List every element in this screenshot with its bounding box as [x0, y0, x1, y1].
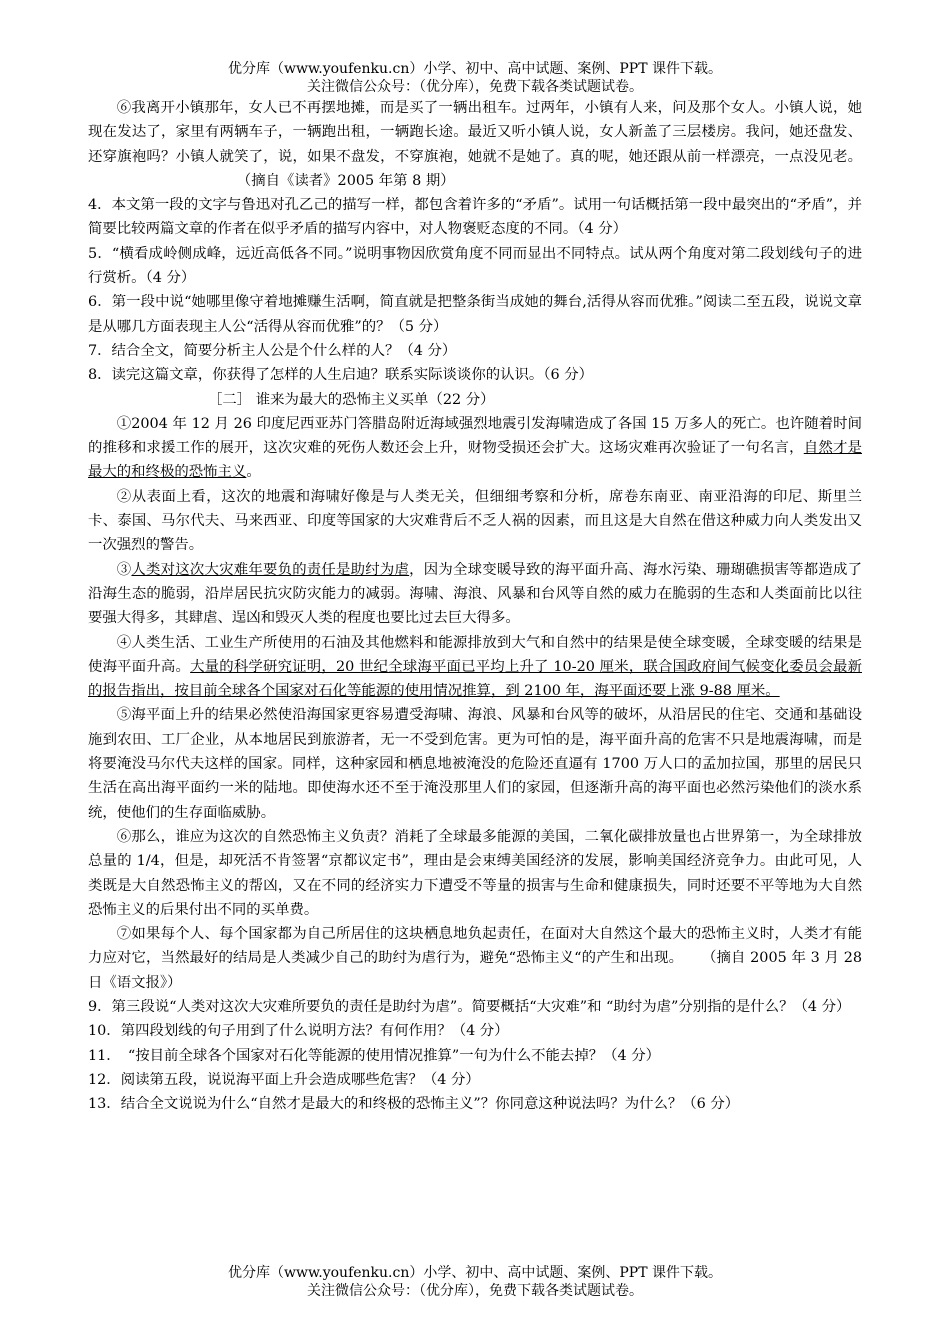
- question-5: 5．“横看成岭侧成峰，远近高低各不同。”说明事物因欣赏角度不同而显出不同特点。试从两个角度对第二段划线句子的进行赏析。（4 分）: [88, 245, 862, 287]
- question-8: 8．读完这篇文章，你获得了怎样的人生启迪？联系实际谈谈你的认识。（6 分）: [88, 367, 593, 384]
- page-header: [88, 60, 862, 96]
- passage2-paragraph-1: [88, 412, 862, 485]
- passage2-paragraph-3: [88, 558, 862, 631]
- footer-line-2: 关注微信公众号：（优分库），免费下载各类试题试卷。: [307, 1283, 643, 1299]
- question-10: 10．第四段划线的句子用到了什么说明方法？有何作用？（4 分）: [88, 1023, 509, 1040]
- passage2-source: （摘自 2005 年 3 月 28 日《语文报》）: [88, 950, 863, 991]
- p4-underlined: 大量的科学研究证明，20 世纪全球海平面已平均上升了 10-20 厘米，联合国政府间气候变化委员会最新的报告指出，按目前全球各个国家对石化等能源的使用情况推算，到 2100 年，海平面还要上涨 9-88 厘米。: [88, 658, 862, 700]
- p1-underlined: 自然才是最大的和终极的恐怖主义: [88, 440, 862, 481]
- document-page: [88, 60, 862, 1116]
- passage1-source: （摘自《读者》2005 年第 8 期）: [236, 172, 455, 189]
- header-line-2: 关注微信公众号：（优分库），免费下载各类试题试卷。: [307, 79, 643, 95]
- p1-text-b: 。: [246, 464, 261, 481]
- p3-underlined: 人类对这次大灾难年要负的责任是助纣为虐: [131, 561, 410, 578]
- passage1-para6-text: ⑥我离开小镇那年，女人已不再摆地摊，而是买了一辆出租车。过两年，小镇有人来，问及那个女人。小镇人说，她现在发达了，家里有两辆车子，一辆跑出租，一辆跑长途。最近又听小镇人说，女人新盖了三层楼房。我问，她还盘发、还穿旗袍吗？小镇人就笑了，说，如果不盘发，不穿旗袍，她就不是她了。真的呢，她还跟从前一样漂亮，一点没见老。: [88, 100, 862, 165]
- page-footer: [88, 1264, 862, 1300]
- passage1-paragraph-6: [88, 96, 862, 193]
- section-title: ［二］ 谁来为最大的恐怖主义买单（22 分）: [208, 391, 495, 408]
- question-13: 13．结合全文说说为什么“自然才是最大的和终极的恐怖主义”？你同意这种说法吗？为什么？（6 分）: [88, 1096, 740, 1113]
- question-6: 6．第一段中说“她哪里像守着地摊赚生活啊，简直就是把整条街当成她的舞台,活得从容而优雅。”阅读二至五段，说说文章是从哪几方面表现主人公“活得从容而优雅”的？（5 分）: [88, 294, 862, 335]
- p7-text: ⑦如果每个人、每个国家都为自己所居住的这块栖息地负起责任，在面对大自然这个最大的恐怖主义时，人类才有能力应对它，当然最好的结局是人类减少自己的助纣为虐行为，避免“恐怖主义“的产生和出现。: [88, 926, 862, 967]
- passage2-paragraph-2: ②从表面上看，这次的地震和海啸好像是与人类无关，但细细考察和分析，席卷东南亚、南亚沿海的印尼、斯里兰卡、泰国、马尔代夫、马来西亚、印度等国家的大灾难背后不乏人祸的因素，而且这是大自然在借这种威力向人类发出又一次强烈的警告。: [88, 488, 862, 554]
- p1-text-a: ①2004 年 12 月 26 印度尼西亚苏门答腊岛附近海域强烈地震引发海啸造成了各国 15 万多人的死亡。也许随着时间的推移和求援工作的展开，这次灾难的死伤人数还会上升，财物受损还会扩大。这场灾难再次验证了一句名言，: [88, 415, 862, 457]
- footer-line-1: 优分库（www.youfenku.cn）小学、初中、高中试题、案例、PPT 课件下载。: [227, 1265, 722, 1281]
- question-7: 7．结合全文，简要分析主人公是个什么样的人？（4 分）: [88, 342, 457, 359]
- question-9: 9．第三段说“人类对这次大灾难所要负的责任是助纣为虐”。简要概括“大灾难”和 “助纣为虐”分别指的是什么？（4 分）: [88, 998, 851, 1015]
- passage2-paragraph-6: ⑥那么，谁应为这次的自然恐怖主义负责？消耗了全球最多能源的美国，二氧化碳排放量也占世界第一，为全球排放总量的 1/4，但是，却死活不肯签署“京都议定书”，理由是会束缚美国经济的发展，影响美国经济竞争力。由此可见，人类既是大自然恐怖主义的帮凶，又在不同的经济实力下遭受不等量的损害与生命和健康损失，同时还要不平等地为大自然恐怖主义的后果付出不同的买单费。: [88, 828, 862, 918]
- passage2-paragraph-4: [88, 631, 862, 704]
- p3-text-a: ③: [116, 561, 132, 578]
- p4-text-a: ④人类生活、工业生产所使用的石油及其他燃料和能源排放到大气和自然中的结果是使全球变暖，全球变暖的结果是使海平面升高。: [88, 634, 862, 675]
- header-line-1: 优分库（www.youfenku.cn）小学、初中、高中试题、案例、PPT 课件下载。: [227, 61, 722, 77]
- passage2-paragraph-5: ⑤海平面上升的结果必然使沿海国家更容易遭受海啸、海浪、风暴和台风等的破坏，从沿居民的住宅、交通和基础设施到农田、工厂企业，从本地居民到旅游者，无一不受到危害。更为可怕的是，海平面升高的危害不只是地震海啸，而是将要淹没马尔代夫这样的国家。同样，这种家园和栖息地被淹没的危险还直逼有 1700 万人口的孟加拉国，那里的居民只生活在高出海平面约一米的陆地。即使海水还不至于淹没那里人们的家园，但逐渐升高的海平面也必然污染他们的淡水系统，使他们的生存面临威胁。: [88, 707, 862, 821]
- passage2-paragraph-7: [88, 922, 862, 995]
- question-4: 4．本文第一段的文字与鲁迅对孔乙己的描写一样，都包含着许多的“矛盾”。试用一句话概括第一段中最突出的“矛盾”，并简要比较两篇文章的作者在似乎矛盾的描写内容中，对人物褒贬态度的不同。（4 分）: [88, 197, 862, 238]
- p3-text-b: ，因为全球变暖导致的海平面升高、海水污染、珊瑚礁损害等都造成了沿海生态的脆弱，沿岸居民抗灾防灾能力的减弱。海啸、海浪、风暴和台风等自然的威力在脆弱的生态和人类面前比以往要强大得多，其肆虐、逞凶和毁灭人类的程度也要比过去巨大得多。: [88, 561, 862, 627]
- question-11: 11． “按目前全球各个国家对石化等能源的使用情况推算”一句为什么不能去掉？（4 分）: [88, 1047, 661, 1064]
- question-12: 12．阅读第五段，说说海平面上升会造成哪些危害？（4 分）: [88, 1071, 480, 1088]
